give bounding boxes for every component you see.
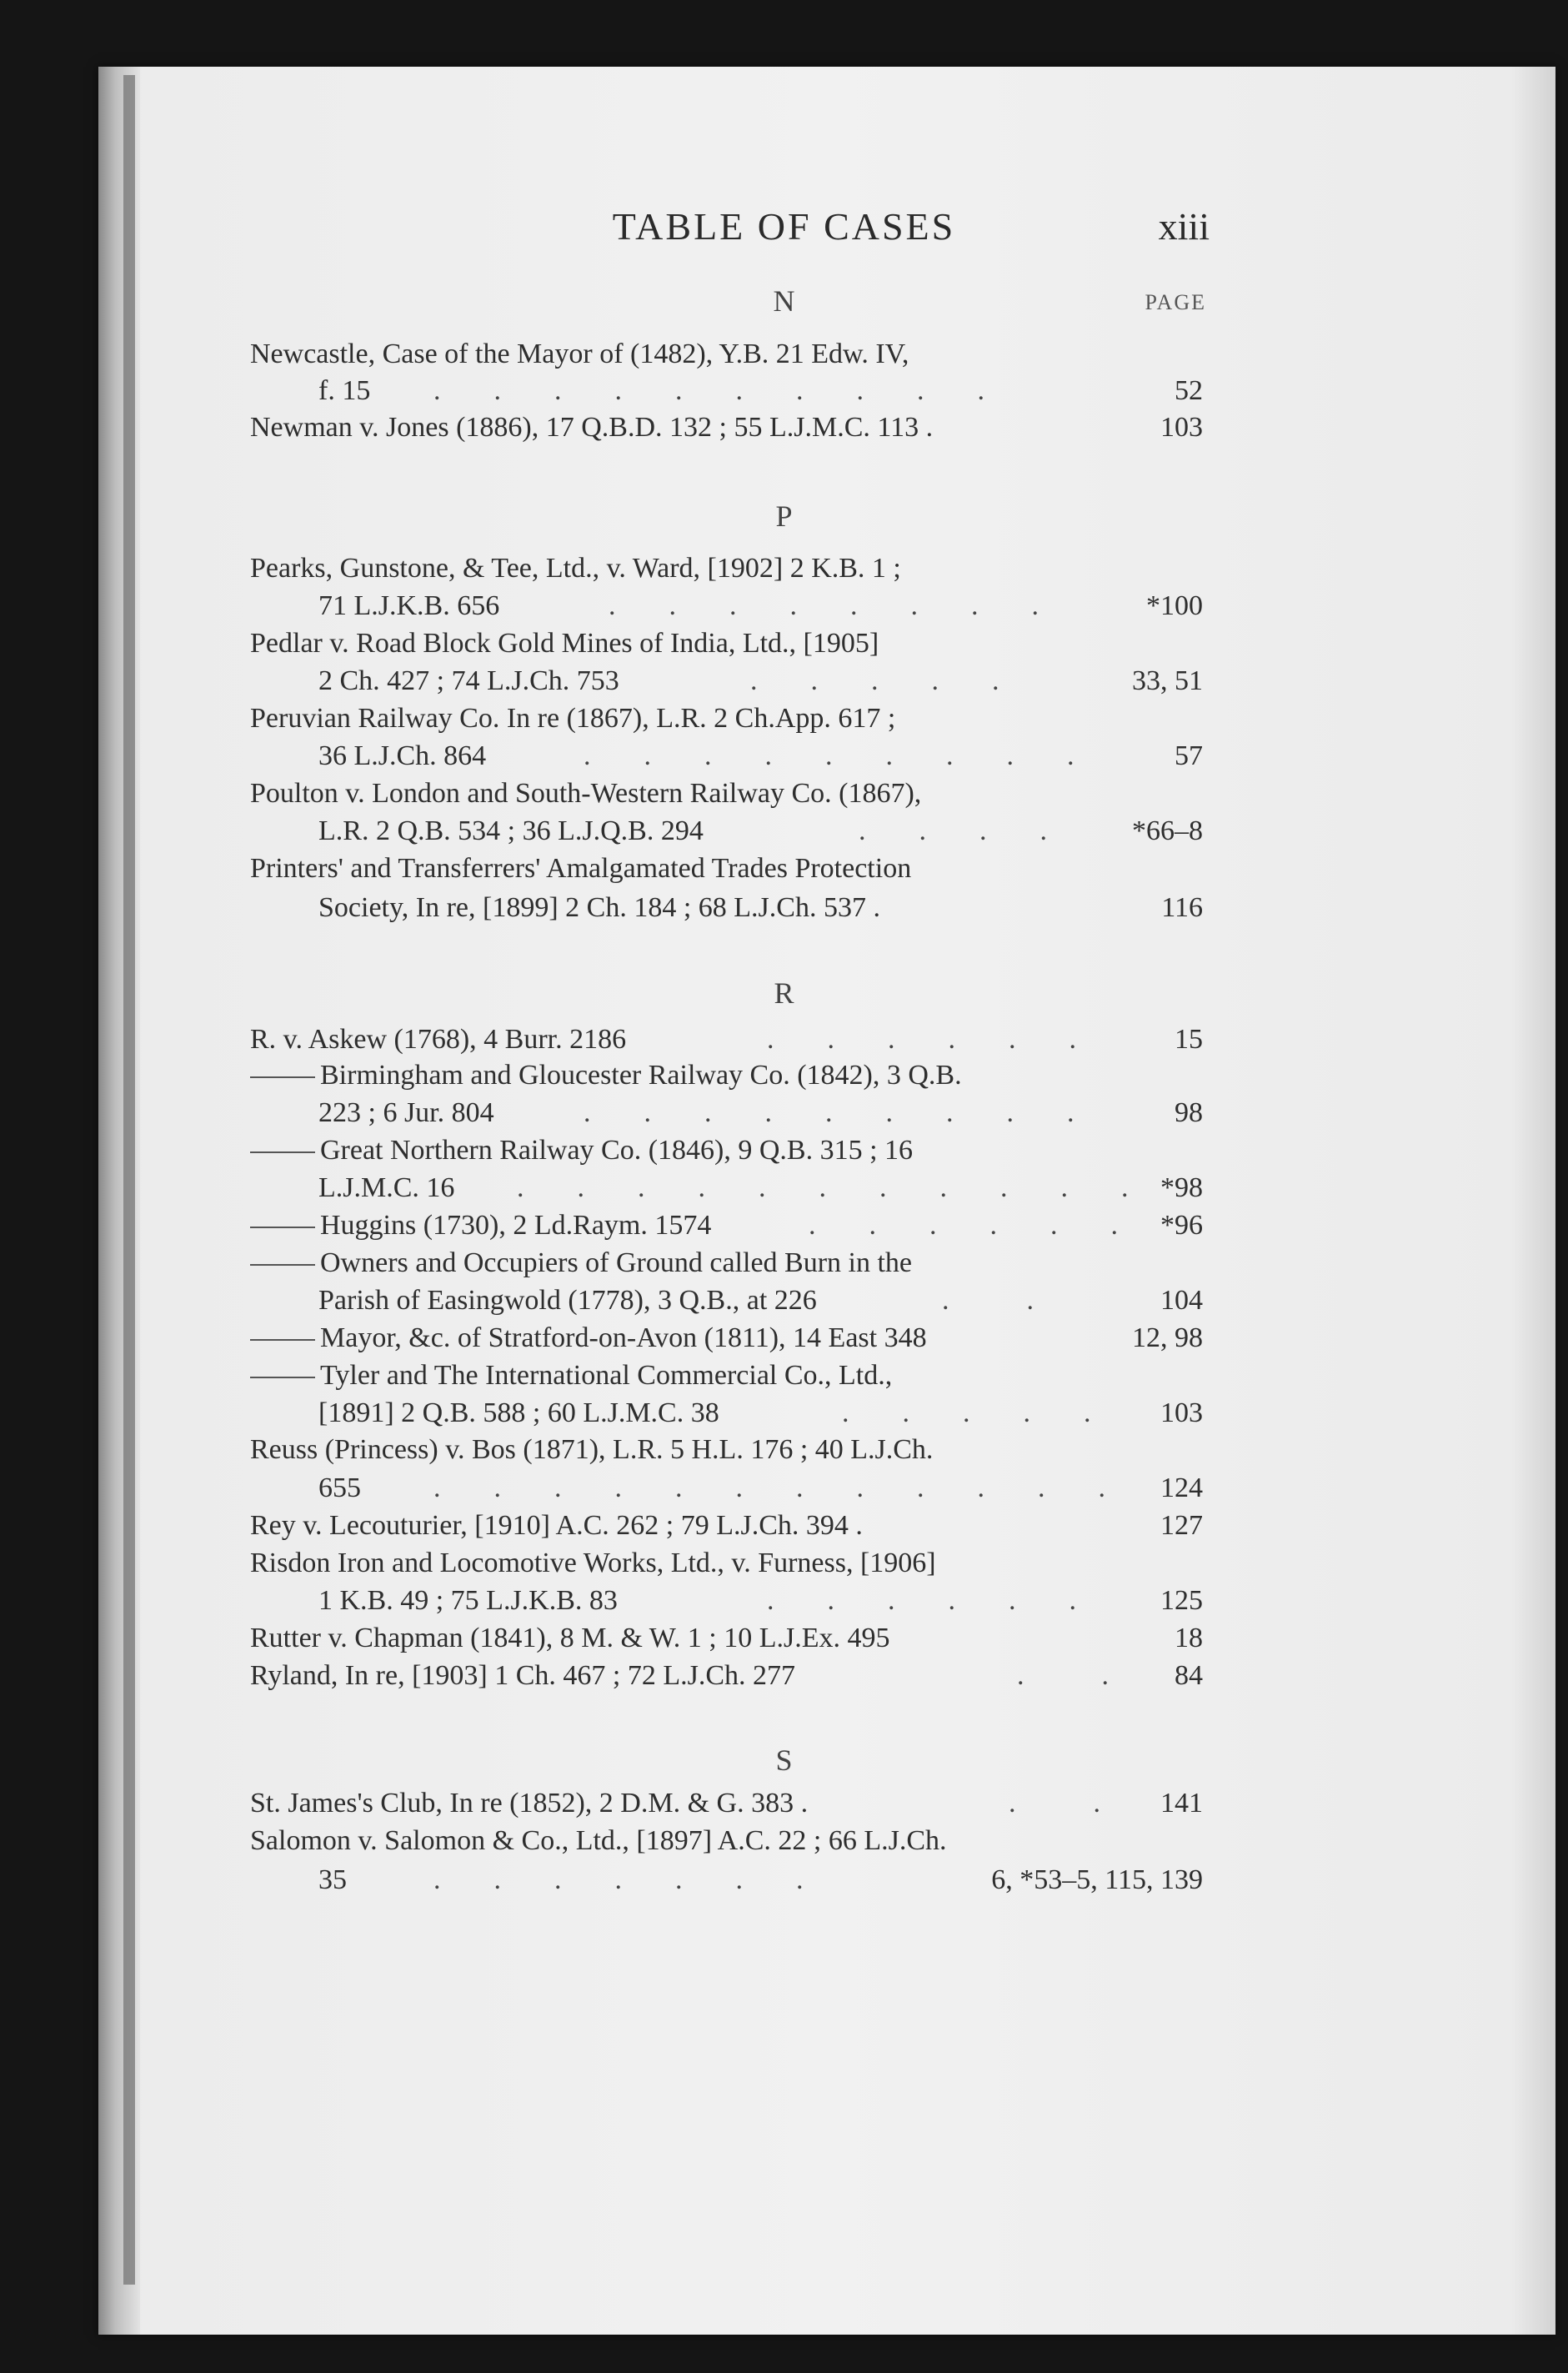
case-line: L.J.M.C. 16 [318, 1172, 455, 1203]
page-reference: *66–8 [1132, 815, 1203, 846]
page-reference: 103 [1160, 412, 1203, 443]
case-line: Parish of Easingwold (1778), 3 Q.B., at 226 [318, 1285, 817, 1316]
case-line: 223 ; 6 Jur. 804 [318, 1097, 494, 1128]
page-reference: 124 [1160, 1472, 1203, 1503]
case-line: Reuss (Princess) v. Bos (1871), L.R. 5 H.L. 176 ; 40 L.J.Ch. [250, 1434, 934, 1465]
page-reference: 103 [1160, 1397, 1203, 1428]
section-letter-n: N [773, 284, 795, 318]
dot-leader: . . . . . . . . . . . [517, 1172, 1134, 1203]
ditto-dash [250, 1076, 315, 1078]
page-reference: *100 [1146, 590, 1203, 621]
page-reference: 141 [1160, 1788, 1203, 1819]
case-line: Ryland, In re, [1903] 1 Ch. 467 ; 72 L.J.Ch. 277 [250, 1660, 796, 1691]
case-text: Owners and Occupiers of Ground called Burn in the [320, 1247, 913, 1278]
page-reference: 127 [1160, 1510, 1203, 1541]
ditto-dash [250, 1151, 315, 1153]
case-text: Tyler and The International Commercial Co., Ltd., [320, 1360, 893, 1391]
dot-leader: . . [1009, 1788, 1105, 1819]
case-line [250, 1212, 711, 1240]
dot-leader: . . . . . . . . [609, 590, 1044, 621]
case-text: Great Northern Railway Co. (1846), 9 Q.B. 315 ; 16 [320, 1135, 914, 1166]
case-line: Rey v. Lecouturier, [1910] A.C. 262 ; 79 L.J.Ch. 394 . [250, 1510, 863, 1541]
page-reference: 125 [1160, 1585, 1203, 1616]
case-line: Printers' and Transferrers' Amalgamated Trades Protection [250, 853, 912, 884]
page-reference: 12, 98 [1132, 1322, 1203, 1353]
page-reference: 6, *53–5, 115, 139 [991, 1864, 1203, 1895]
case-line: Newcastle, Case of the Mayor of (1482), Y.B. 21 Edw. IV, [250, 339, 909, 369]
case-line: Risdon Iron and Locomotive Works, Ltd., v. Furness, [1906] [250, 1548, 936, 1578]
case-line: Peruvian Railway Co. In re (1867), L.R. 2 Ch.App. 617 ; [250, 703, 896, 734]
case-line: 35 [318, 1864, 347, 1895]
case-line: 36 L.J.Ch. 864 [318, 740, 487, 771]
case-line: 71 L.J.K.B. 656 [318, 590, 500, 621]
page-reference: 33, 51 [1132, 665, 1203, 696]
case-line: Pedlar v. Road Block Gold Mines of India, Ltd., [1905] [250, 628, 879, 659]
case-text: Huggins (1730), 2 Ld.Raym. 1574 [320, 1210, 712, 1241]
page-reference: 57 [1175, 740, 1203, 771]
dot-leader: . . . . . . . [433, 1864, 809, 1895]
page-reference: 18 [1175, 1623, 1203, 1653]
dot-leader: . . . . . . [767, 1024, 1081, 1055]
dot-leader: . . . . . . . . . . . . [433, 1472, 1110, 1503]
case-line: Salomon v. Salomon & Co., Ltd., [1897] A.C. 22 ; 66 L.J.Ch. [250, 1825, 947, 1856]
page-title: TABLE OF CASES [612, 205, 956, 248]
case-line: 1 K.B. 49 ; 75 L.J.K.B. 83 [318, 1585, 618, 1616]
section-letter-s: S [775, 1743, 793, 1777]
case-line: [1891] 2 Q.B. 588 ; 60 L.J.M.C. 38 [318, 1397, 719, 1428]
dot-leader: . . . . . . . . . [584, 740, 1080, 771]
page-reference: *96 [1160, 1210, 1203, 1241]
dot-leader: . . [1017, 1660, 1114, 1691]
page-column-label: PAGE [1145, 290, 1206, 314]
dot-leader: . . . . . . . . . [584, 1097, 1080, 1128]
page-number: xiii [1158, 205, 1210, 248]
dot-leader: . . . . . . . . . . [433, 375, 989, 406]
dot-leader: . . . . . . [767, 1585, 1081, 1616]
case-line: Society, In re, [1899] 2 Ch. 184 ; 68 L.J.Ch. 537 . [318, 892, 880, 923]
page-reference: 98 [1175, 1097, 1203, 1128]
case-line: Poulton v. London and South-Western Railway Co. (1867), [250, 778, 922, 809]
dot-leader: . . . . [859, 815, 1052, 846]
ditto-dash [250, 1227, 315, 1228]
page-reference: 116 [1161, 892, 1203, 923]
case-line [250, 1249, 912, 1277]
case-line: 2 Ch. 427 ; 74 L.J.Ch. 753 [318, 665, 619, 696]
case-line: L.R. 2 Q.B. 534 ; 36 L.J.Q.B. 294 [318, 815, 704, 846]
section-letter-p: P [775, 499, 793, 533]
page-reference: *98 [1160, 1172, 1203, 1203]
dot-leader: . . . . . [750, 665, 1004, 696]
case-text: Mayor, &c. of Stratford-on-Avon (1811), 14 East 348 [320, 1322, 927, 1353]
dot-leader: . . [942, 1285, 1039, 1316]
case-line [250, 1362, 892, 1390]
case-line: R. v. Askew (1768), 4 Burr. 2186 [250, 1024, 627, 1055]
case-line: St. James's Club, In re (1852), 2 D.M. & G. 383 . [250, 1788, 809, 1819]
case-line: Rutter v. Chapman (1841), 8 M. & W. 1 ; 10 L.J.Ex. 495 [250, 1623, 890, 1653]
page-reference: 104 [1160, 1285, 1203, 1316]
case-text: Birmingham and Gloucester Railway Co. (1842), 3 Q.B. [320, 1060, 962, 1091]
ditto-dash [250, 1264, 315, 1266]
case-line: 655 [318, 1472, 361, 1503]
section-letter-r: R [774, 976, 794, 1010]
binding-edge [123, 75, 135, 2285]
dot-leader: . . . . . [842, 1397, 1096, 1428]
page-reference: 52 [1175, 375, 1203, 406]
case-line: Newman v. Jones (1886), 17 Q.B.D. 132 ; 55 L.J.M.C. 113 . [250, 412, 934, 443]
case-line [250, 1136, 913, 1165]
ditto-dash [250, 1339, 315, 1341]
case-line [250, 1324, 927, 1352]
dot-leader: . . . . . . [809, 1210, 1123, 1241]
case-line [250, 1061, 962, 1090]
ditto-dash [250, 1377, 315, 1378]
case-line: f. 15 [318, 375, 371, 406]
page-reference: 15 [1175, 1024, 1203, 1055]
case-line: Pearks, Gunstone, & Tee, Ltd., v. Ward, [1902] 2 K.B. 1 ; [250, 553, 901, 584]
page-reference: 84 [1175, 1660, 1203, 1691]
